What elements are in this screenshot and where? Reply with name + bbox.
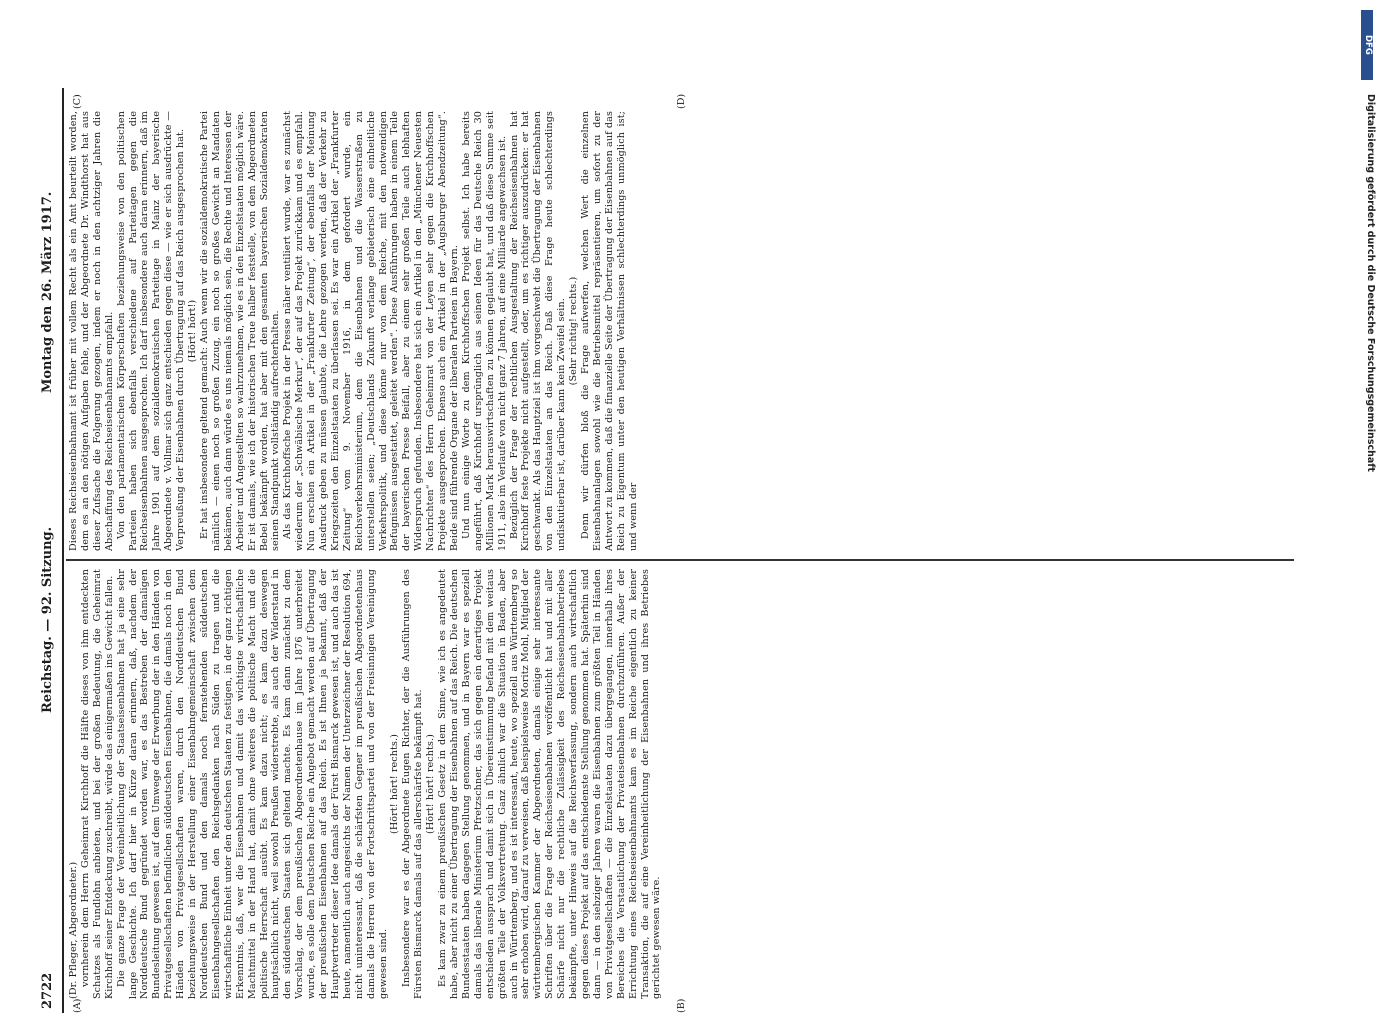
paragraph: Von den parlamentarischen Körperschaften beziehungsweise von den politischen Parteien haben sich ebenfalls verschiedene auf Parteitagen gegen die Reichseisenbahnen ausgesprochen. Ich darf insbesondere auch daran erinnern, daß im Jahre 1901 auf dem sozialdemokratischen Parteitage in Mainz der bayerische Abgeordnete v. Vollmar sich ganz entschieden gegen diese — wie er sich ausdrückte — Verpreußung der Eisenbahnen durch Übertragung auf das Reich ausgesprochen hat. [115,111,187,551]
column-left [68,569,1294,999]
newspaper-page [36,88,1298,1013]
paragraph: Als das Kirchhoffsche Projekt in der Presse näher ventiliert wurde, war es zunächst wiederum der „Schwäbische Merkur“, der auf das Projekt zurückkam und es empfahl. Nun erschien ein Artikel in der „Frankfurter Zeitung“, der ebenfalls der Meinung Ausdruck geben zu müssen glaubte, die Lehre gezogen werden, daß der Verkehr zu Kriegszeiten den Einzelstaaten zu überlassen sei. Es war ein Artikel der „Frankfurter Zeitung“ vom 9. November 1916, in dem gefordert wurde, ein Reichsverkehrsministerium, dem die Eisenbahnen und die Wasserstraßen zu unterstellen seien; „Deutschlands Zukunft verlange gebieterisch eine einheitliche Verkehrspolitik, und diese könne nur von dem Reiche, mit den notwendigen Befugnissen ausgestattet, geleitet werden“. Diese Ausführungen haben in einem Teile der bayerischen Presse Beifall, aber zu einem sehr großen Teile auch lebhaften Widerspruch gefunden. Insbesondere hat sich ein Artikel in den „Münchener Neuesten Nachrichten“ des Herrn Geheimrat von der Leyen sehr gegen die Kirchhoffschen Projekte ausgesprochen. Ebenso auch ein Artikel in der „Augsburger Abendzeitung“. Beide sind führende Organe der liberalen Parteien in Bayern. [282,111,460,551]
speaker-line: (Dr. Pfleger, Abgeordneter.) [68,861,79,999]
paragraph: Er hat insbesondere geltend gemacht: Auch wenn wir die sozialdemokratische Partei nämlich — einen noch so großen Zuzug, ein noch so großes Gewicht an Mandaten bekämen, auch dann würde es uns niemals möglich sein, die Rechte und Interessen der Arbeiter und Angestellten so wahrzunehmen, wie es in den Einzelstaaten möglich wäre. Er ist damals, wie ich der historischen Treue halber feststelle, von dem Abgeordneten Bebel bekämpft worden, hat aber mit den gesamten bayerischen Sozialdemokraten seinen Standpunkt vollständig aufrechterhalten. [198,111,282,551]
margin-marker-d: (D) [676,93,687,109]
session-date: Montag den 26. März 1917. [40,191,55,393]
page-header [36,88,64,1013]
paragraph: Es kam zwar zu einem preußischen Gesetz in dem Sinne, wie ich es angedeutet habe, aber nicht zu einer Übertragung der Eisenbahnen auf das Reich. Die deutschen Bundesstaaten haben dagegen Stellung genommen, und in Bayern war es speziell damals das liberale Ministerium Pfretzschner, das sich gegen ein derartiges Projekt entschieden aussprach und damit sich in Übereinstimmung befand mit dem weitaus größten Teile der Volksvertretung. Ganz ähnlich war die Situation in Baden, aber auch in Württemberg, und es ist interessant, heute, wo speziell aus Württemberg so sehr erhoben wird, darauf zu verweisen, daß beispielsweise Moritz Mohl, Mitglied der württembergischen Kammer der Abgeordneten, damals einige sehr interessante Schriften über die Frage der Reichseisenbahnen veröffentlicht hat und mit aller Schärfe nicht nur die rechtliche Zulässigkeit des Reichseisenbahnbetriebes bekämpfte, unter Hinweis auf die Reichsverfassung, sondern auch wirtschaftlich gegen dieses Projekt auf das entschiedenste Stellung genommen hat. Späterhin sind dann — in den siebziger Jahren waren die Eisenbahnen zum größten Teil in Händen von Privatgesellschaften — die Einzelstaaten dazu übergegangen, innerhalb ihres Bereiches die Verstaatlichung der Privateisenbahnen durchzuführen. Außer der Errichtung eines Reichseisenbahnamts kam es im Reiche eigentlich zu keiner Transaktion, die auf eine Vereinheitlichung der Eisenbahnen und ihres Betriebes gerichtet gewesen wäre. [437,569,663,999]
paragraph: Denn wir dürfen bloß die Frage aufwerfen, welchen Wert die einzelnen Eisenbahnanlagen sowohl wie die Betriebsmittel repräsentieren, um sofort zu der Antwort zu kommen, daß die finanzielle Seite der Übertragung der Eisenbahnen auf das Reich zu Eigentum unter den heutigen Verhältnissen schlechterdings unmöglich ist; und wenn der [579,111,639,551]
paragraph: Dieses Reichseisenbahnamt ist früher mit vollem Recht als ein Amt beurteilt worden, dem es an den nötigen Aufgaben fehle, und der Abgeordnete Dr. Windthorst hat aus dieser Zufsache die Folgerung gezogen, indem er noch in den achtziger Jahren die Abschaffung des Reichseisenbahnamts empfahl. [68,111,115,551]
margin-marker-c: (C) [72,94,83,109]
interjection: (Sehr richtig! rechts.) [568,276,580,386]
margin-marker-a: (A) [72,998,83,1013]
paragraph: Und nun einige Worte zu dem Kirchhoffschen Projekt selbst. Ich habe bereits angeführt, daß Kirchhoff ursprünglich aus seinen Ideen für das Deutsche Reich 30 Millionen Mark herauswirtschaften zu können geglaubt hat, und daß diese Summe seit 1911, also im Verlaufe von nicht ganz 7 Jahren, auf eine Milliarde angewachsen ist. [460,111,508,551]
column-right [68,111,1294,551]
credit-text: Digitalisierung gefördert durch die Deutsche Forschungsgemeinschaft [1365,94,1376,472]
interjection: (Hört! hört!) [187,299,199,363]
digitization-credit [1365,4,1379,996]
interjection: (Hört! hört! rechts.) [389,733,401,835]
margin-marker-b: (B) [676,998,687,1013]
paragraph: Die ganze Frage der Vereinheitlichung der Staatseisenbahnen hat ja eine sehr lange Geschichte. Ich darf hier in Kürze daran erinnern, daß, nachdem der Norddeutsche Bund gegründet worden war, es das Bestreben der damaligen Bundesleitung gewesen ist, auf dem Umwege der Erwerbung der in den Händen von Privatgesellschaften befindlichen süddeutschen Eisenbahnen, die damals noch in den Händen von Privatgesellschaften waren, durch den Norddeutschen Bund beziehungsweise in der Herstellung einer Eisenbahngemeinschaft zwischen dem Norddeutschen Bund und den damals noch fernstehenden süddeutschen Eisenbahngesellschaften den Reichsgedanken nach Süden zu tragen und die wirtschaftliche Einheit unter den deutschen Staaten zu festigen, in der ganz richtigen Erkenntnis, daß, wer die Eisenbahnen und damit das wichtigste wirtschaftliche Machtmittel in der Hand hat, damit ohne weiteres die politische Macht und die politische Herrschaft ausübt. Es kam dazu nicht; es kam dazu deswegen hauptsächlich nicht, weil sowohl Preußen widerstrebte, als auch der Widerstand in den süddeutschen Staaten sich geltend machte. Es kam dann zunächst zu dem Vorschlag, der dem preußischen Abgeordnetenhause im Jahre 1876 unterbreitet wurde, es solle dem Deutschen Reiche ein Angebot gemacht werden auf Übertragung der preußischen Eisenbahnen auf das Reich. Es ist Ihnen ja bekannt, daß der Hauptvertreter dieser Idee damals der Fürst Bismarck gewesen ist, und auch das ist heute, namentlich auch angesichts der Namen der Unterzeichner der Resolution 694, nicht uninteressant, daß die schärfsten Gegner im preußischen Abgeordnetenhaus damals die Herren von der Fortschrittspartei und von der Freisinnigen Vereinigung gewesen sind. [115,569,389,999]
paragraph: Insbesondere war es der Abgeordnete Eugen Richter, der die Ausführungen des Fürsten Bismarck damals auf das allerschärfste bekämpft hat. [401,569,425,999]
paragraph: Bezüglich der Frage der rechtlichen Ausgestaltung der Reichseisenbahnen hat Kirchhoff feste Projekte nicht aufgestellt, oder, um es richtiger auszudrücken: er hat geschwankt. Als das Hauptziel ist ihm vorgeschwebt die Übertragung der Eisenbahnen von den Einzelstaaten an das Reich. Daß diese Frage heute schlechterdings undiskutierbar ist, darüber kann kein Zweifel sein. [508,111,568,551]
page-number: 2722 [40,972,55,1009]
interjection: (Hört! hört! rechts.) [425,733,437,835]
column-divider [66,559,1294,561]
paragraph: vornherein dem Herrn Geheimrat Kirchhoff die Hälfte dieses von ihm entdeckten Schatzes als Fundlohn anbieten, und bei der großen Bedeutung, die Geheimrat Kirchhoff seiner Entdeckung zuschreibt, würde das einigermaßen ins Gewicht fallen. [79,569,115,999]
dfg-logo: DFG [1361,10,1373,80]
session-title: Reichstag. — 92. Sitzung. [40,526,55,713]
